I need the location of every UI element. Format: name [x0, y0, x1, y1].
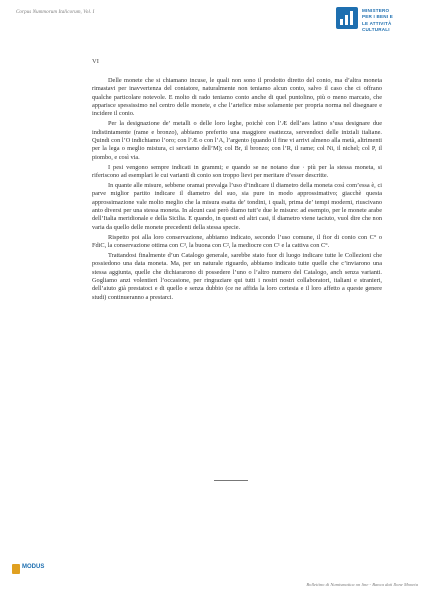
paragraph-incuse: Delle monete che si chiamano incuse, le quali non sono il prodotto diretto del conio, ma d’altra moneta rimastavi per inavvertenza del coniatore, naturalmente non teniamo alcun conto, salvo il caso che ci offrano qualche particolare notevole. E molto di rado teniamo conto anche di quel puntolino, più o meno marcato, che apparisce spessissimo nel centro delle monete, e che l’artefice mise solamente per propria norma nel disegnare e incidere il conio. [92, 77, 382, 118]
header-title: Corpus Nummorum Italicorum, Vol. I [16, 10, 95, 15]
paragraph-conservazione: Rispetto poi alla loro conservazione, abbiamo indicato, secondo l’uso comune, il fior di conio con C° o FdiC, la conservazione ottima con C³, la buona con C², la mediocre con C¹ e la cattiva con C°. [92, 233, 382, 249]
footer-text: Bollettino di Numismatica on line - Banca dati Ilone Moneta [306, 582, 418, 587]
modus-logo [12, 564, 46, 582]
ministry-line: MINISTERO [362, 8, 390, 13]
section-divider [214, 480, 248, 481]
ministry-emblem-icon [336, 7, 358, 29]
modus-logo-text: MODUS [22, 564, 45, 570]
ministry-logo [336, 6, 418, 33]
paragraph-catalogo: Trattandosi finalmente d’un Catalogo generale, sarebbe stato fuor di luogo indicare tutte le Collezioni che possiedono una data moneta. Ma, per un naturale riguardo, abbiamo indicato tutte quelle che c’inviarono una stessa aggiunta, quelle che dichiararono di possedere l’uno o l’altro numero del Catalogo, anch senza varianti. Gogliamo anzi volentieri l’occasione, per ringraziare qui tutti i nostri nostri collaboratori, italiani e stranieri, dell’aiuto già prestatoci e di quello e senza dubbio (ce ne affida la loro cortesia e il loro affetto a queste genere studi) continueranno a prestarci. [92, 251, 382, 301]
modus-emblem-icon [12, 564, 20, 574]
ministry-line: LE ATTIVITÀ [362, 20, 392, 26]
ministry-line: PER I BENI E [362, 14, 393, 20]
page-content [92, 58, 382, 304]
body-text [92, 77, 382, 302]
paragraph-pesi: I pesi vengono sempre indicati in grammi; e quando se ne notano due · più per la stessa moneta, si riferiscono ad esemplari le cui varianti di conio son troppo lievi per meritare d’esser descritte. [92, 163, 382, 179]
page-number: VI [92, 58, 99, 65]
paragraph-metalli: Per la designazione de’ metalli o delle loro leghe, poichè con l’Æ dell’aes latino s’usa designare due indistintamente (rame e bronzo), abbiamo preferito una maggiore esattezza, servendoci delle iniziali italiane. Quindi con l’O indichiamo l’oro; con l’Æ o con l’A, l’argento (quando il fine vi arrivi almeno alla metà, altrimenti per la lega o meglio mistura, ci serviamo dell’M); col Br, il bronzo; con l’R, il rame; col Ni, il nichel; col P, il piombo, e così via. [92, 120, 382, 161]
ministry-line: CULTURALI [362, 27, 390, 33]
ministry-name [362, 8, 393, 34]
paragraph-misure: In quante alle misure, sebbene oramai prevalga l’uso d’indicare il diametro della moneta così com’essa è, ci parve miglior partito indicare il diametro del suo, sia pure in modo approssimativo; giacchè questa approssimazione vale molto meglio che la misura esatta de’ tondini, i quali, prima de’ tempi moderni, riuscivano anto diversi per una stessa moneta. In alcuni casi però diamo tutt’e due le misure: ad esempio, per le monete arabe dell’Italia meridionale e della Sicilia. E quando, in questi ed altri casi, il diametro viene taciuto, vuol dire che non varia da quello delle monete precedenti della stessa specie. [92, 181, 382, 231]
